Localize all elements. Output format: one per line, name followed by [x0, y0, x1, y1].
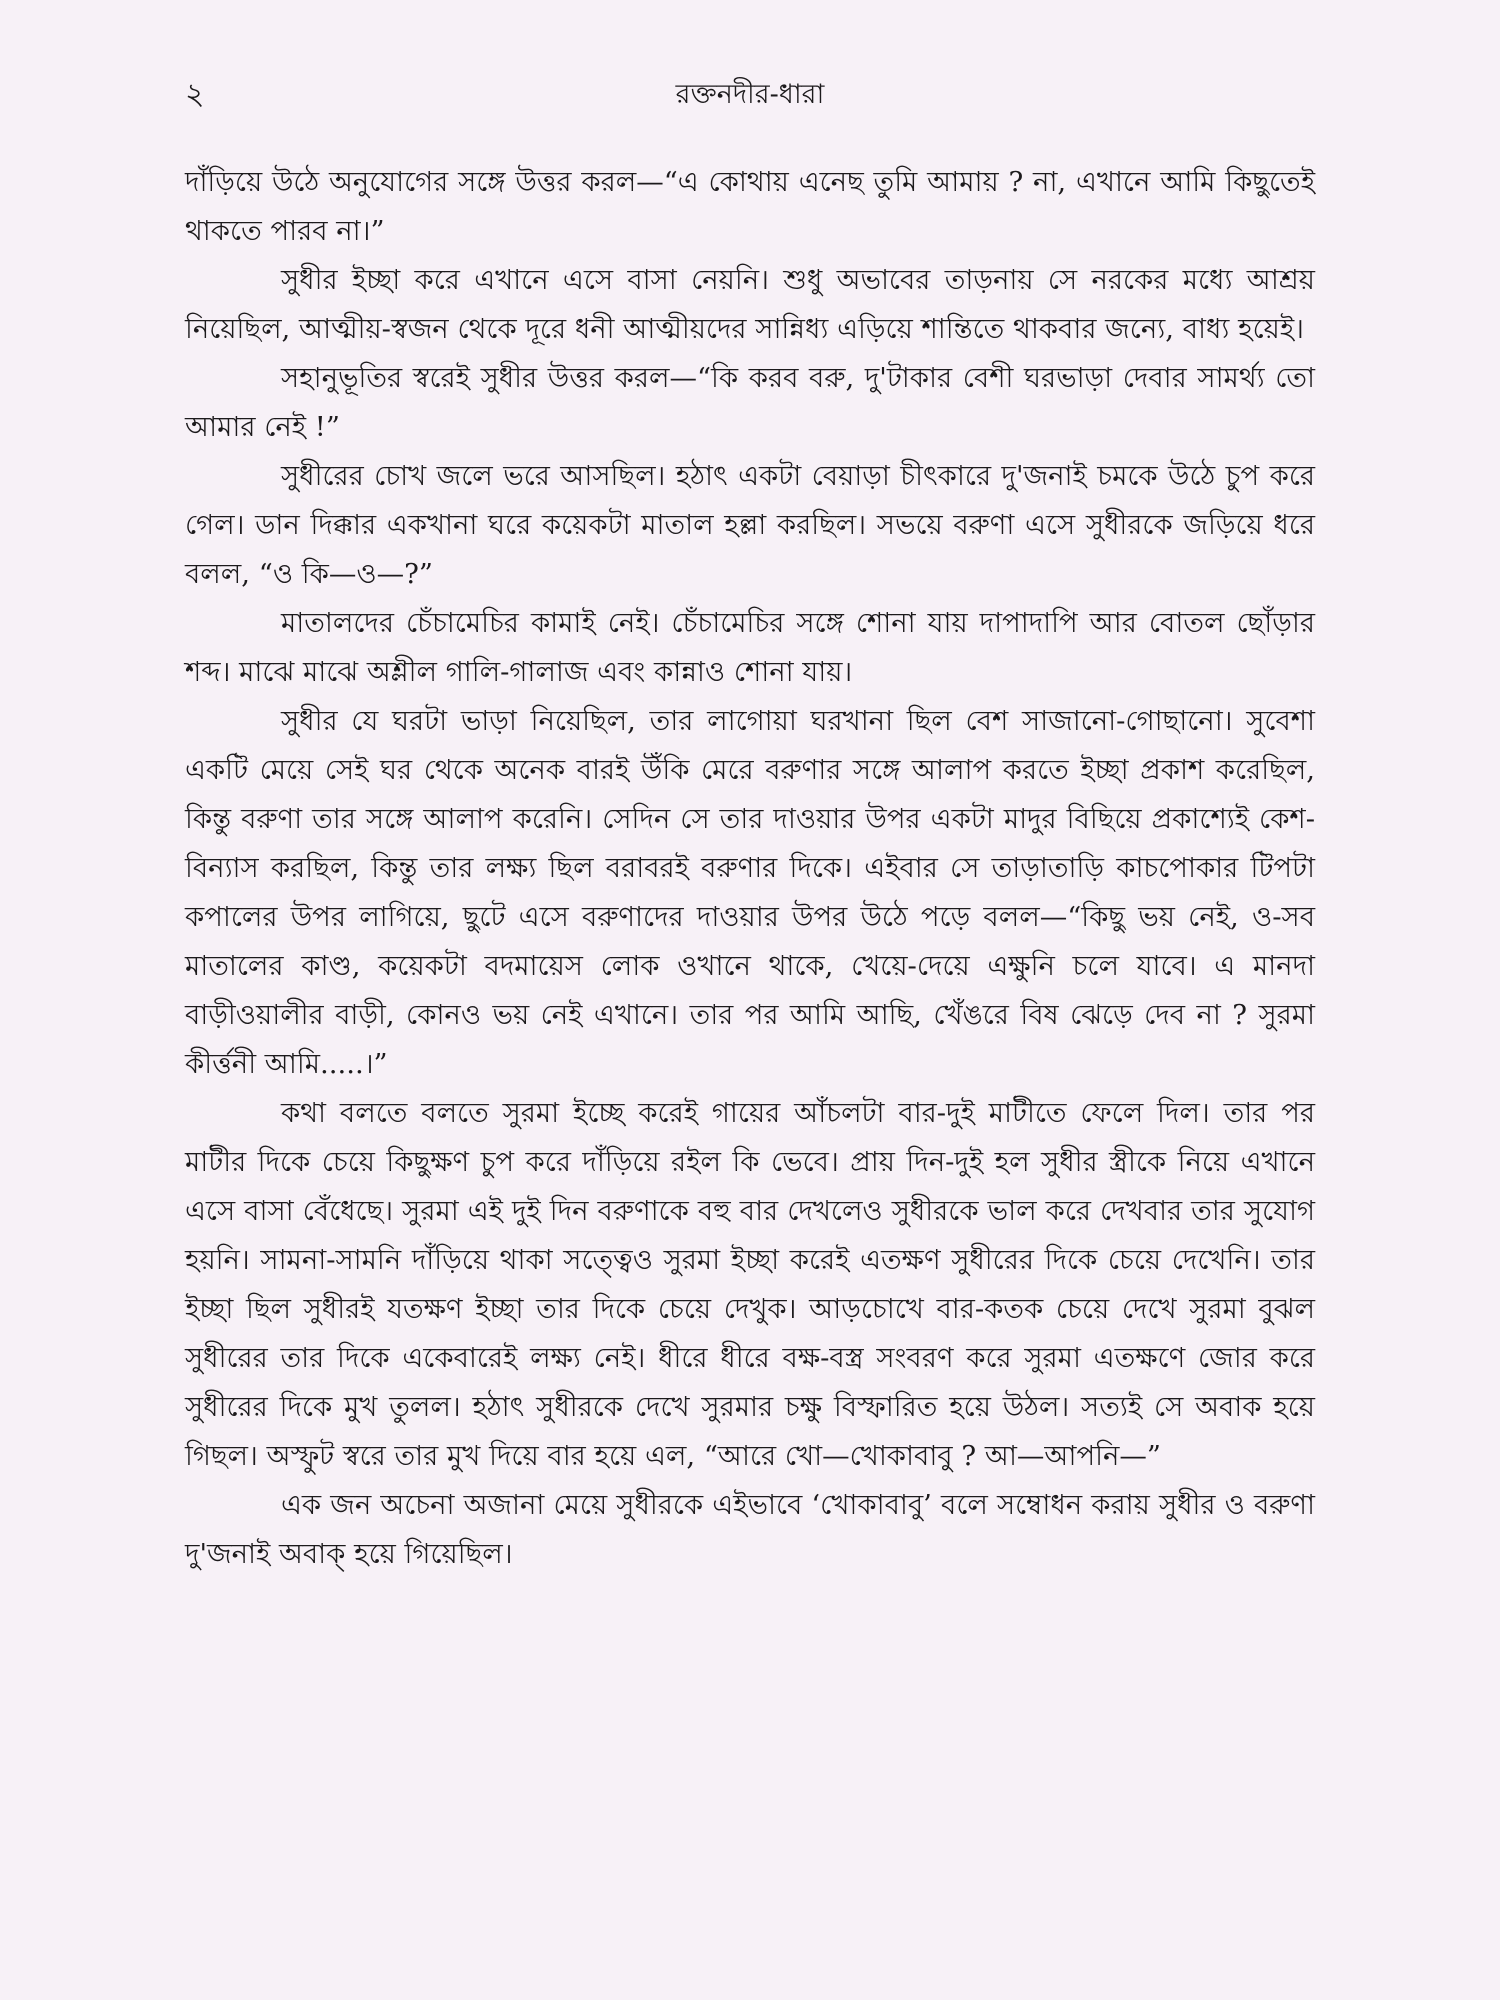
paragraph-4: সুধীরের চোখ জলে ভরে আসছিল। হঠাৎ একটা বেয়াড়া চীৎকারে দু'জনাই চমকে উঠে চুপ করে গেল। ডান দিক্কার একখানা ঘরে কয়েকটা মাতাল হল্লা করছিল। সভয়ে বরুণা এসে সুধীরকে জড়িয়ে ধরে বলল, “ও কি—ও—?” [185, 460, 1315, 590]
paragraph-2: সুধীর ইচ্ছা করে এখানে এসে বাসা নেয়নি। শুধু অভাবের তাড়নায় সে নরকের মধ্যে আশ্রয় নিয়েছিল, আত্মীয়-স্বজন থেকে দূরে ধনী আত্মীয়দের সান্নিধ্য এড়িয়ে শান্তিতে থাকবার জন্যে, বাধ্য হয়েই। [185, 264, 1315, 345]
paragraph-7: কথা বলতে বলতে সুরমা ইচ্ছে করেই গায়ের আঁচলটা বার-দুই মাটীতে ফেলে দিল। তার পর মাটীর দিকে চেয়ে কিছুক্ষণ চুপ করে দাঁড়িয়ে রইল কি ভেবে। প্রায় দিন-দুই হল সুধীর স্ত্রীকে নিয়ে এখানে এসে বাসা বেঁধেছে। সুরমা এই দুই দিন বরুণাকে বহু বার দেখলেও সুধীরকে ভাল করে দেখবার তার সুযোগ হয়নি। সামনা-সামনি দাঁড়িয়ে থাকা সত্ত্বেও সুরমা ইচ্ছা করেই এতক্ষণ সুধীরের দিকে চেয়ে দেখেনি। তার ইচ্ছা ছিল সুধীরই যতক্ষণ ইচ্ছা তার দিকে চেয়ে দেখুক। আড়চোখে বার-কতক চেয়ে দেখে সুরমা বুঝল সুধীরের তার দিকে একেবারেই লক্ষ্য নেই। ধীরে ধীরে বক্ষ-বস্ত্র সংবরণ করে সুরমা এতক্ষণে জোর করে সুধীরের দিকে মুখ তুলল। হঠাৎ সুধীরকে দেখে সুরমার চক্ষু বিস্ফারিত হয়ে উঠল। সত্যই সে অবাক হয়ে গিছল। অস্ফুট স্বরে তার মুখ দিয়ে বার হয়ে এল, “আরে খো—খোকাবাবু ? আ—আপনি—” [185, 1097, 1315, 1472]
paragraph-5: মাতালদের চেঁচামেচির কামাই নেই। চেঁচামেচির সঙ্গে শোনা যায় দাপাদাপি আর বোতল ছোঁড়ার শব্দ। মাঝে মাঝে অশ্লীল গালি-গালাজ এবং কান্নাও শোনা যায়। [185, 607, 1315, 688]
paragraph-6: সুধীর যে ঘরটা ভাড়া নিয়েছিল, তার লাগোয়া ঘরখানা ছিল বেশ সাজানো-গোছানো। সুবেশা একটি মেয়ে সেই ঘর থেকে অনেক বারই উঁকি মেরে বরুণার সঙ্গে আলাপ করতে ইচ্ছা প্রকাশ করেছিল, কিন্তু বরুণা তার সঙ্গে আলাপ করেনি। সেদিন সে তার দাওয়ার উপর একটা মাদুর বিছিয়ে প্রকাশ্যেই কেশ-বিন্যাস করছিল, কিন্তু তার লক্ষ্য ছিল বরাবরই বরুণার দিকে। এইবার সে তাড়াতাড়ি কাচপোকার টিপটা কপালের উপর লাগিয়ে, ছুটে এসে বরুণাদের দাওয়ার উপর উঠে পড়ে বলল—“কিছু ভয় নেই, ও-সব মাতালের কাণ্ড, কয়েকটা বদমায়েস লোক ওখানে থাকে, খেয়ে-দেয়ে এক্ষুনি চলে যাবে। এ মানদা বাড়ীওয়ালীর বাড়ী, কোনও ভয় নেই এখানে। তার পর আমি আছি, খেঁঙরে বিষ ঝেড়ে দেব না ? সুরমা কীর্ত্তনী আমি.....।” [185, 705, 1315, 1080]
page-number: ২ [185, 77, 205, 112]
running-title: রক্তনদীর-ধারা [675, 79, 825, 110]
body-text [185, 158, 1315, 1579]
paragraph-1: দাঁড়িয়ে উঠে অনুযোগের সঙ্গে উত্তর করল—“এ কোথায় এনেছ তুমি আমায় ? না, এখানে আমি কিছুতেই থাকতে পারব না।” [185, 166, 1315, 247]
page-header [185, 70, 1315, 120]
paragraph-8: এক জন অচেনা অজানা মেয়ে সুধীরকে এইভাবে ‘খোকাবাবু’ বলে সম্বোধন করায় সুধীর ও বরুণা দু'জনাই অবাক্ হয়ে গিয়েছিল। [185, 1489, 1315, 1570]
paragraph-3: সহানুভূতির স্বরেই সুধীর উত্তর করল—“কি করব বরু, দু'টাকার বেশী ঘরভাড়া দেবার সামর্থ্য তো আমার নেই !” [185, 362, 1315, 443]
